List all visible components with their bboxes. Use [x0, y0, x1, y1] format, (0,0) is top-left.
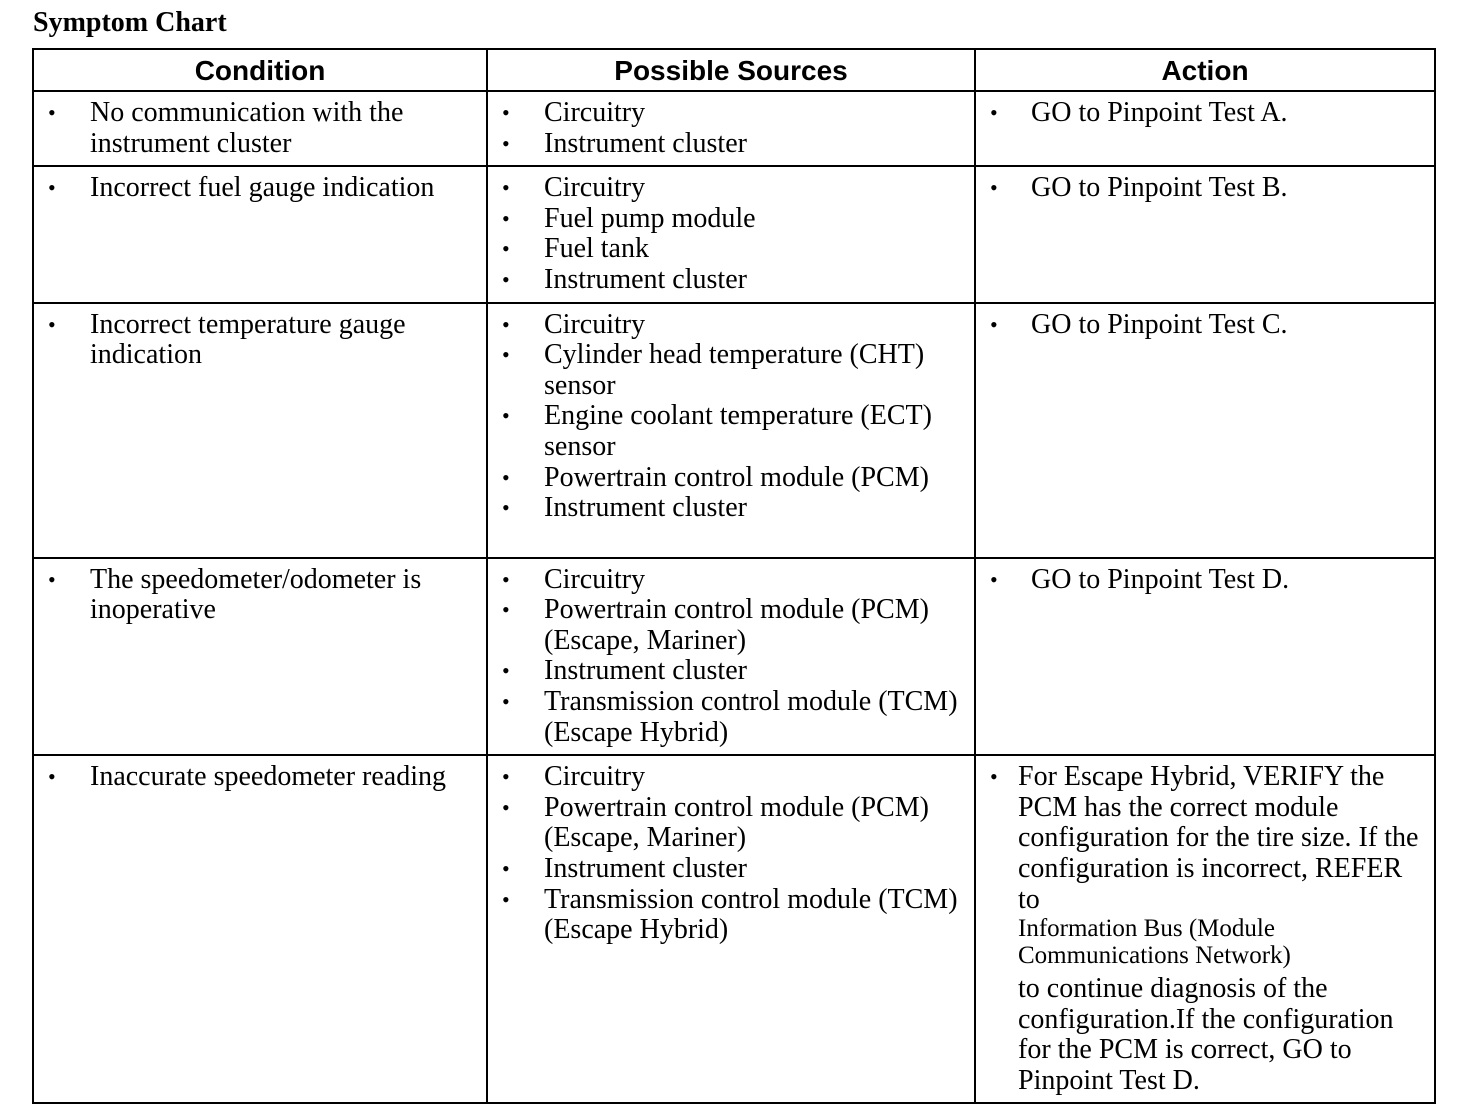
table-row	[33, 558, 1435, 756]
condition-cell	[33, 91, 487, 166]
condition-text: • No communication with the instrument cluster	[46, 98, 478, 159]
table-header-row	[33, 49, 1435, 91]
condition-header: Condition	[33, 49, 487, 91]
table-row	[33, 303, 1435, 558]
source-item: • Engine coolant temperature (ECT) sensor	[500, 401, 966, 462]
condition-text: • Incorrect fuel gauge indication	[46, 173, 478, 204]
action-cell	[975, 91, 1435, 166]
condition-text: • Inaccurate speedometer reading	[46, 762, 478, 793]
verify-pcm-instruction: • For Escape Hybrid, VERIFY the PCM has the correct module configuration for the tire size. If the configuration is incorrect, REFER to	[1018, 761, 1419, 915]
source-item: • Circuitry	[500, 762, 966, 793]
source-item: • Circuitry	[500, 310, 966, 341]
source-item: • Circuitry	[500, 173, 966, 204]
source-item: • Cylinder head temperature (CHT) sensor	[500, 340, 966, 401]
source-item: • Fuel tank	[500, 234, 966, 265]
source-item: • Instrument cluster	[500, 129, 966, 160]
action-instructions	[988, 762, 1426, 1096]
condition-text: • The speedometer/odometer is inoperative	[46, 565, 478, 626]
condition-cell	[33, 303, 487, 558]
action-cell	[975, 558, 1435, 756]
action-header: Action	[975, 49, 1435, 91]
sources-cell	[487, 303, 975, 558]
table-row	[33, 91, 1435, 166]
condition-cell	[33, 755, 487, 1103]
sources-cell	[487, 558, 975, 756]
pinpoint-test-c-action[interactable]: • GO to Pinpoint Test C.	[988, 310, 1426, 341]
sources-cell	[487, 166, 975, 302]
table-row	[33, 166, 1435, 302]
sources-cell	[487, 91, 975, 166]
source-item: • Transmission control module (TCM) (Escape Hybrid)	[500, 885, 966, 946]
sources-header: Possible Sources	[487, 49, 975, 91]
action-cell	[975, 166, 1435, 302]
condition-cell	[33, 558, 487, 756]
source-item: • Powertrain control module (PCM)	[500, 463, 966, 494]
source-item: • Instrument cluster	[500, 493, 966, 524]
sources-cell	[487, 755, 975, 1103]
pinpoint-test-b-action[interactable]: • GO to Pinpoint Test B.	[988, 173, 1426, 204]
source-item: • Fuel pump module	[500, 204, 966, 235]
continue-diagnosis-instruction: to continue diagnosis of the configuration.If the configuration for the PCM is correct, GO to Pinpoint Test D.	[1018, 973, 1394, 1096]
pinpoint-test-d-action[interactable]: • GO to Pinpoint Test D.	[988, 565, 1426, 596]
source-item: • Instrument cluster	[500, 265, 966, 296]
source-item: • Circuitry	[500, 98, 966, 129]
source-item: • Instrument cluster	[500, 854, 966, 885]
symptom-chart-table	[32, 48, 1436, 1104]
page-title: Symptom Chart	[33, 7, 227, 38]
source-item: • Circuitry	[500, 565, 966, 596]
condition-cell	[33, 166, 487, 302]
condition-text: • Incorrect temperature gauge indication	[46, 310, 478, 371]
pinpoint-test-a-action[interactable]: • GO to Pinpoint Test A.	[988, 98, 1426, 129]
source-item: • Transmission control module (TCM) (Escape Hybrid)	[500, 687, 966, 748]
action-cell	[975, 755, 1435, 1103]
source-item: • Powertrain control module (PCM) (Escape, Mariner)	[500, 595, 966, 656]
information-bus-reference-link[interactable]: Information Bus (Module Communications Network)	[1018, 915, 1291, 970]
action-cell	[975, 303, 1435, 558]
source-item: • Powertrain control module (PCM) (Escape, Mariner)	[500, 793, 966, 854]
source-item: • Instrument cluster	[500, 656, 966, 687]
table-row	[33, 755, 1435, 1103]
